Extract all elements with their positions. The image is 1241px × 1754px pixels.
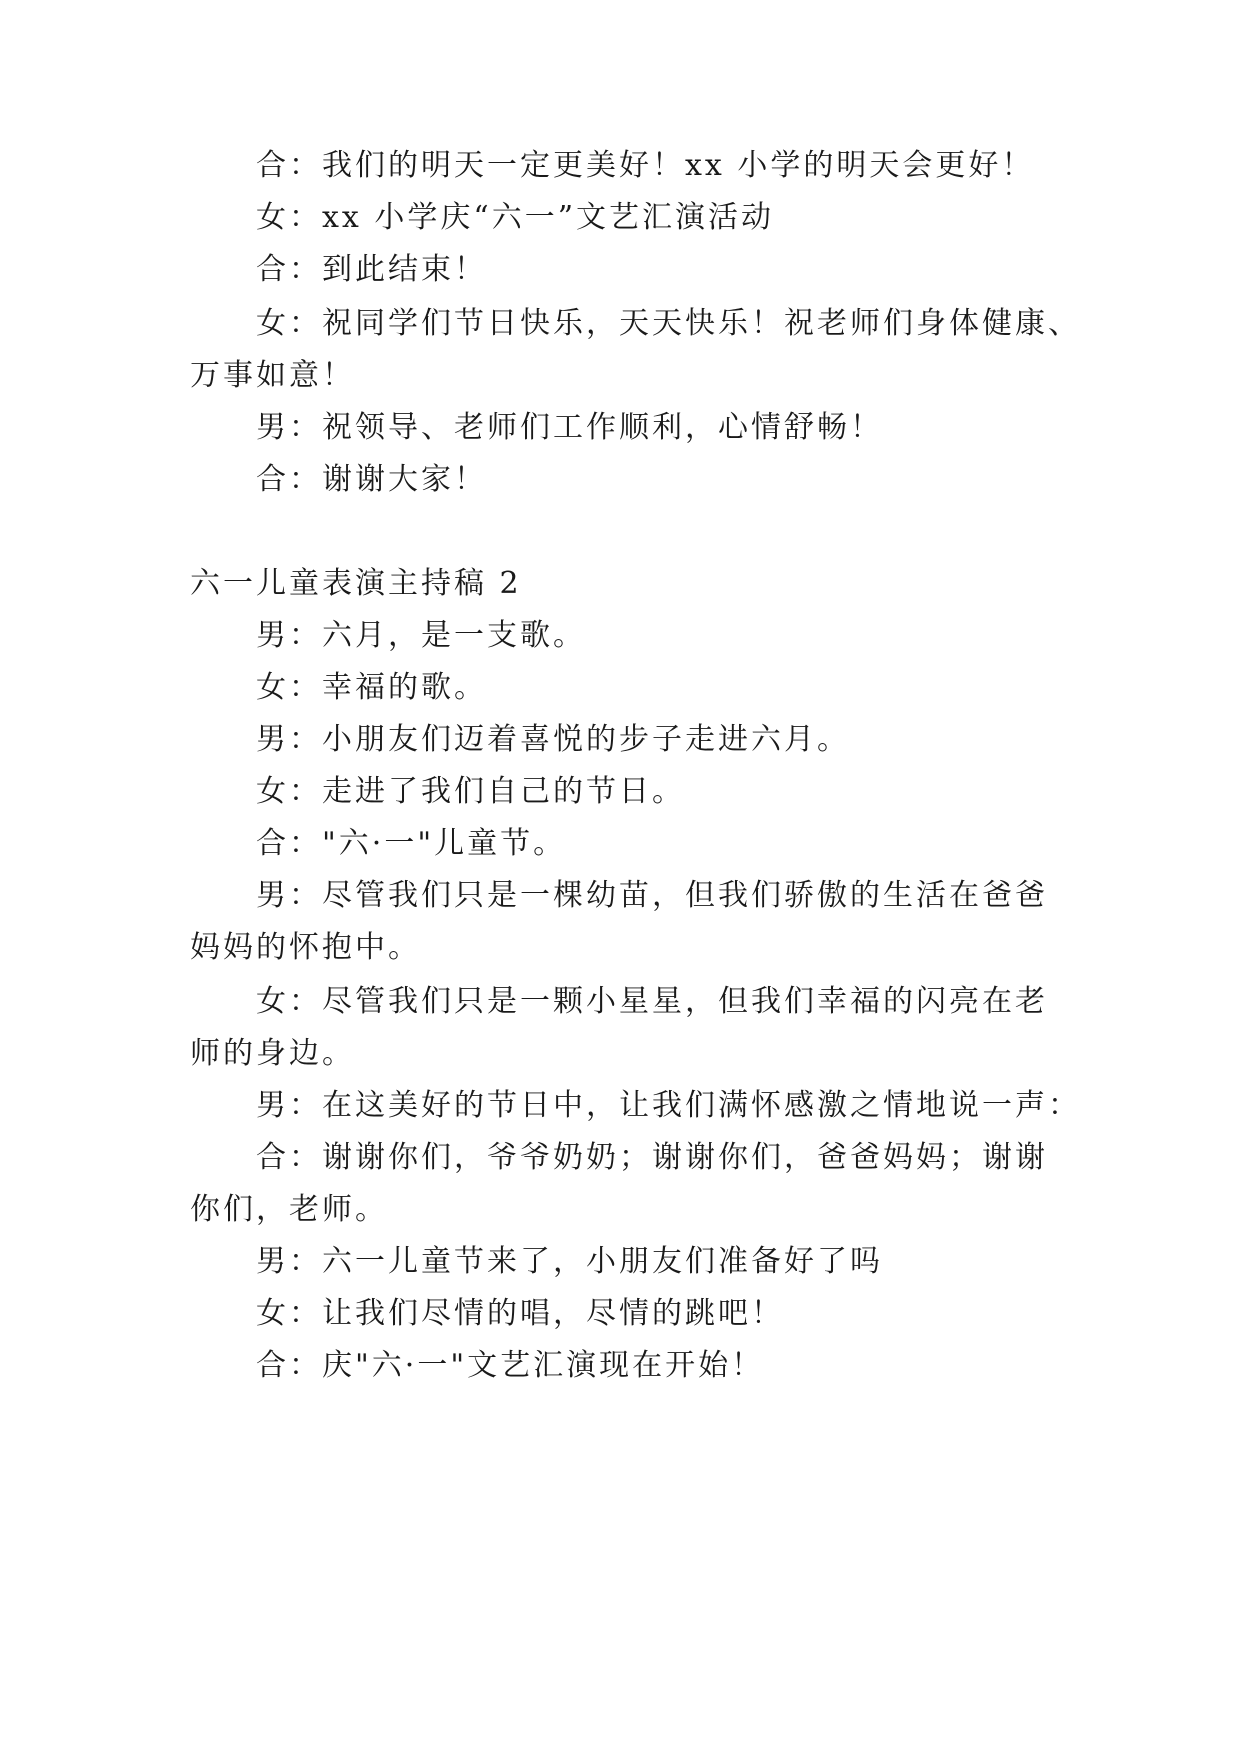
- dialogue-line-continuation: 妈妈的怀抱中。: [190, 930, 421, 965]
- dialogue-line-continuation: 师的身边。: [190, 1036, 355, 1071]
- dialogue-line: 男：六一儿童节来了，小朋友们准备好了吗: [256, 1244, 883, 1279]
- dialogue-line: 男：六月，是一支歌。: [256, 618, 586, 653]
- section-heading: 六一儿童表演主持稿 2: [190, 566, 522, 601]
- dialogue-line: 女：幸福的歌。: [256, 670, 487, 705]
- dialogue-line: 女：xx 小学庆“六一”文艺汇演活动: [256, 200, 775, 235]
- dialogue-line: 合：庆"六·一"文艺汇演现在开始！: [256, 1348, 765, 1383]
- dialogue-line: 女：祝同学们节日快乐，天天快乐！祝老师们身体健康、: [256, 306, 1081, 341]
- dialogue-line-continuation: 万事如意！: [190, 358, 355, 393]
- dialogue-line: 合：我们的明天一定更美好！xx 小学的明天会更好！: [256, 148, 1035, 183]
- dialogue-line: 男：祝领导、老师们工作顺利，心情舒畅！: [256, 410, 883, 445]
- dialogue-line: 男：尽管我们只是一棵幼苗，但我们骄傲的生活在爸爸: [256, 878, 1048, 913]
- dialogue-line: 男：在这美好的节日中，让我们满怀感激之情地说一声：: [256, 1088, 1081, 1123]
- dialogue-line: 女：让我们尽情的唱，尽情的跳吧！: [256, 1296, 784, 1331]
- dialogue-line-continuation: 你们，老师。: [190, 1192, 388, 1227]
- dialogue-line: 男：小朋友们迈着喜悦的步子走进六月。: [256, 722, 850, 757]
- dialogue-line: 女：尽管我们只是一颗小星星，但我们幸福的闪亮在老: [256, 984, 1048, 1019]
- dialogue-line: 合：到此结束！: [256, 252, 487, 287]
- dialogue-line: 合：谢谢大家！: [256, 462, 487, 497]
- dialogue-line: 女：走进了我们自己的节日。: [256, 774, 685, 809]
- dialogue-line: 合："六·一"儿童节。: [256, 826, 567, 861]
- dialogue-line: 合：谢谢你们，爷爷奶奶；谢谢你们，爸爸妈妈；谢谢: [256, 1140, 1048, 1175]
